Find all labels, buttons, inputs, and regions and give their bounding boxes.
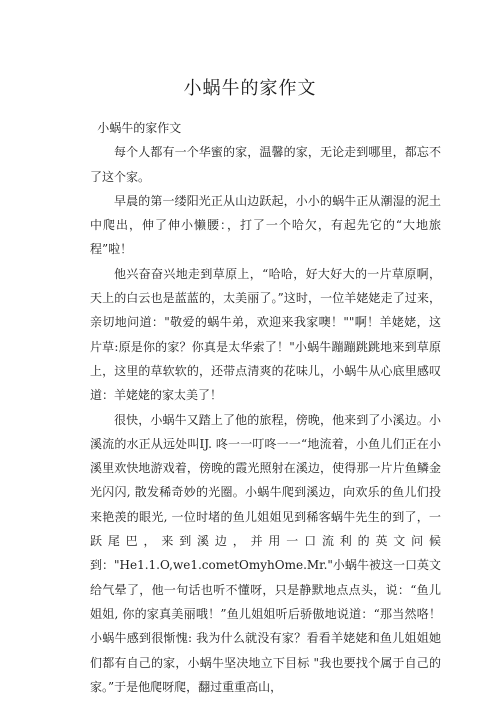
paragraph-3: 他兴奋奋兴地走到草原上，“哈哈，好大好大的一片草原啊，天上的白云也是蓝蓝的，太美丽了。”这时，一位羊姥姥走了过来，亲切地问道："敬爱的蜗牛弟，欢迎来我家噢！""啊！羊姥姥，这片草:原是你的家？你真是太华索了！"小蜗牛蹦蹦跳跳地来到草原上，这里的草软软的，还带点清爽的花味儿，小蜗牛从心底里感叹道：羊姥姥的家太美了！	[90, 266, 441, 403]
document-body	[90, 116, 441, 699]
paragraph-1: 每个人都有一个华蜜的家，温馨的家，无论走到哪里，都忘不了这个家。	[90, 145, 441, 184]
document-subtitle: 小蜗牛的家作文	[97, 121, 182, 135]
paragraph-2: 早晨的第一缕阳光正从山边跃起，小小的蜗牛正从潮湿的泥土中爬出，伸了伸小懒腰：，打了一个哈欠，有起先它的“大地旅程”啦！	[90, 193, 441, 257]
document-title: 小蜗牛的家作文	[183, 78, 317, 99]
paragraph-4: 很快，小蜗牛又踏上了他的旅程，傍晚，他来到了小溪边。小溪流的水正从远处叫IJ. 咚一一叮咚一一“地流着，小鱼儿们正在小溪里欢快地游戏着，傍晚的霞光照射在溪边，使得那一片片鱼鳞金光闪闪, 散发稀奇妙的光圈。小蜗牛爬到溪边，向欢乐的鱼儿们投来艳羡的眼光, 一位时堵的鱼儿姐姐见到稀客蜗牛先生的到了，一跃尾巴，来到溪边，并用一口流利的英文问候到："He1.1.O,we1.cometOmyhOme.Mr."小蜗牛被这一口英文给气晕了，他一句话也听不懂呀，只是静默地点点头，说：“鱼儿姐姐, 你的家真美丽哦！”鱼儿姐姐听后骄傲地说道：“那当然咯！小蜗牛感到很惭愧: 我为什么就没有家？看看羊姥姥和鱼儿姐姐她们都有自己的家，小蜗牛坚决地立下目标 "我也要找个属于自己的家。”于是他爬呀爬，翻过重重高山，	[90, 412, 441, 694]
